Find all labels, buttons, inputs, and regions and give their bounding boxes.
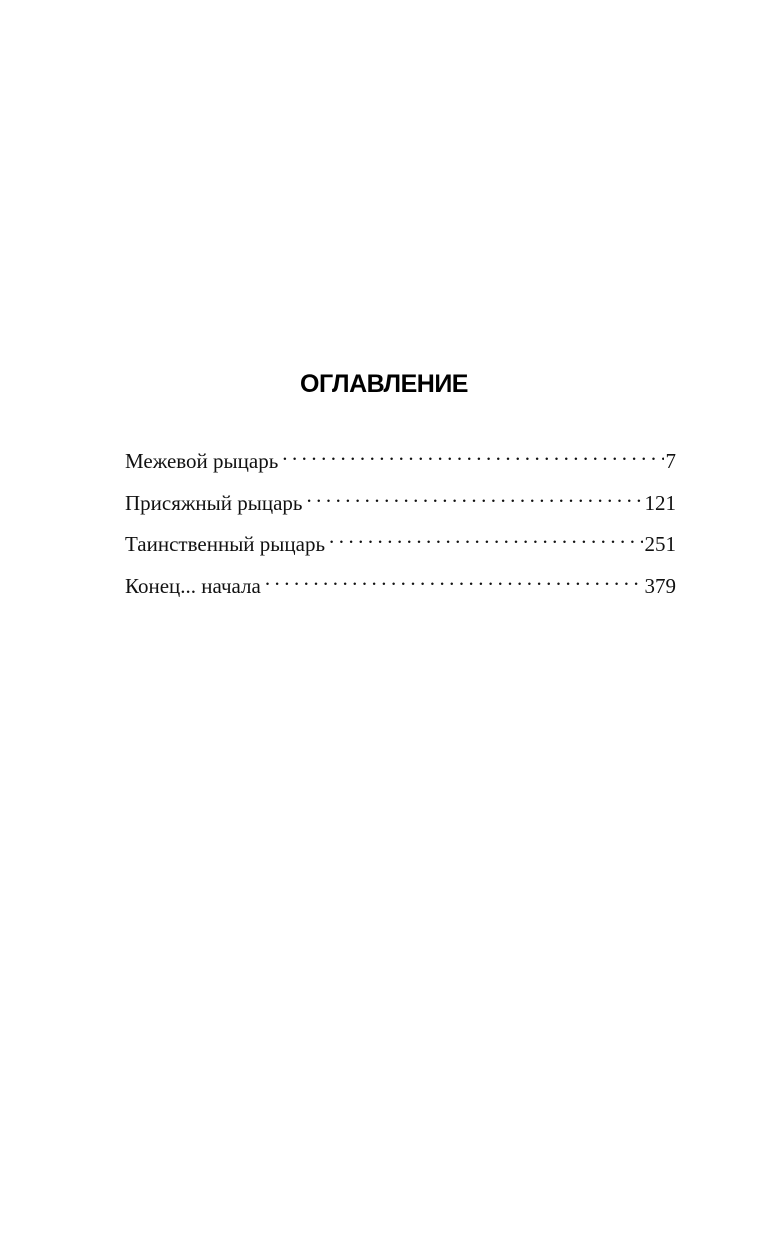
toc-entry bbox=[125, 563, 676, 605]
toc-entry-title: Таинственный рыцарь bbox=[125, 532, 326, 556]
toc-entry-page-number: 121 bbox=[644, 490, 676, 515]
toc-entry-page-number: 7 bbox=[665, 449, 676, 473]
toc-entry-title: Присяжный рыцарь bbox=[125, 490, 303, 515]
toc-entry-page-number: 251 bbox=[644, 532, 676, 556]
toc-entry bbox=[125, 438, 676, 480]
table-of-contents bbox=[125, 438, 676, 604]
toc-entry bbox=[125, 480, 676, 522]
dot-leader bbox=[329, 521, 642, 551]
dot-leader bbox=[282, 438, 663, 468]
toc-entry-title: Межевой рыцарь bbox=[125, 449, 279, 473]
toc-entry bbox=[125, 521, 676, 563]
dot-leader bbox=[306, 480, 642, 510]
toc-entry-title: Конец... начала bbox=[125, 573, 261, 598]
toc-entry-page-number: 379 bbox=[644, 573, 676, 598]
dot-leader bbox=[265, 563, 643, 593]
toc-heading: ОГЛАВЛЕНИЕ bbox=[300, 370, 468, 398]
